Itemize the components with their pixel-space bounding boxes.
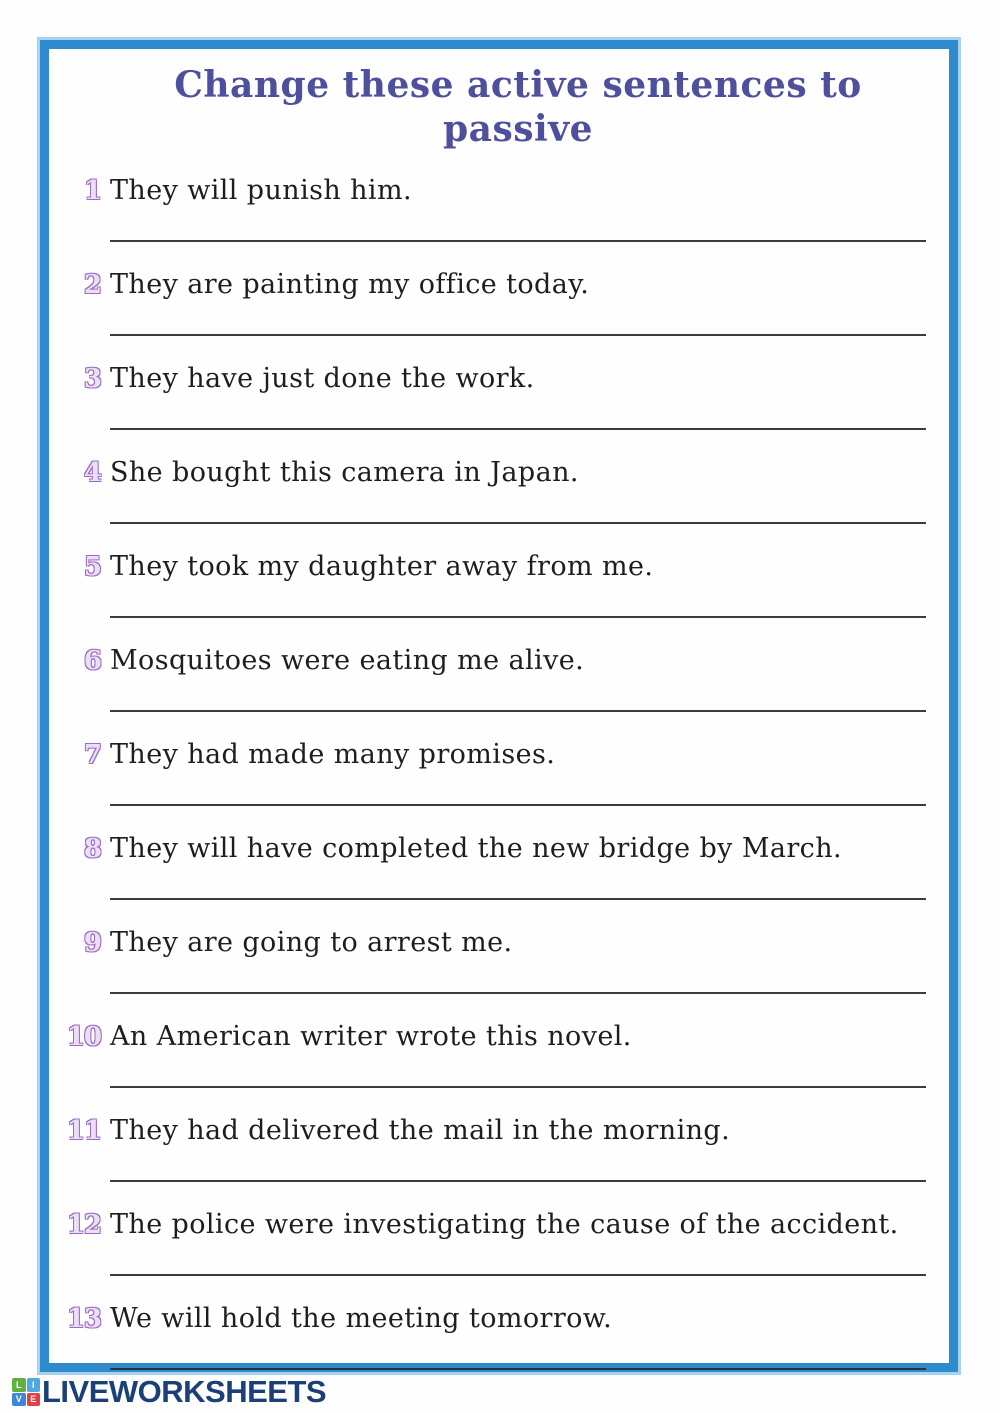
active-sentence: They had delivered the mail in the morning. <box>110 1115 731 1146</box>
exercise-item <box>83 738 926 806</box>
answer-input-line[interactable] <box>110 804 926 806</box>
exercise-list <box>66 174 926 1370</box>
worksheet-frame <box>40 40 958 1372</box>
exercise-item <box>83 268 926 336</box>
active-sentence: Mosquitoes were eating me alive. <box>110 645 585 676</box>
logo-square-e: E <box>27 1393 41 1407</box>
item-number: 8 <box>83 834 101 864</box>
liveworksheets-grid-icon <box>12 1378 40 1406</box>
exercise-item <box>66 1020 926 1088</box>
exercise-item <box>66 1302 926 1370</box>
answer-input-line[interactable] <box>110 1086 926 1088</box>
liveworksheets-logo[interactable] <box>12 1374 326 1410</box>
exercise-item <box>83 926 926 994</box>
worksheet-title: Change these active sentences to passive <box>174 64 862 150</box>
active-sentence: We will hold the meeting tomorrow. <box>110 1303 613 1334</box>
item-number: 3 <box>83 364 101 394</box>
item-number: 12 <box>66 1210 101 1240</box>
item-number: 1 <box>83 176 101 206</box>
item-number: 11 <box>66 1116 101 1146</box>
active-sentence: The police were investigating the cause of the accident. <box>110 1209 899 1240</box>
active-sentence: She bought this camera in Japan. <box>110 457 579 488</box>
active-sentence: They will punish him. <box>110 175 412 206</box>
answer-input-line[interactable] <box>110 616 926 618</box>
active-sentence: They have just done the work. <box>110 363 535 394</box>
answer-input-line[interactable] <box>110 428 926 430</box>
exercise-item <box>83 644 926 712</box>
item-number: 4 <box>83 458 101 488</box>
exercise-item <box>83 456 926 524</box>
item-number: 13 <box>66 1304 101 1334</box>
item-number: 2 <box>83 270 101 300</box>
answer-input-line[interactable] <box>110 522 926 524</box>
item-number: 6 <box>83 646 101 676</box>
logo-square-i: I <box>27 1378 41 1392</box>
answer-input-line[interactable] <box>110 992 926 994</box>
answer-input-line[interactable] <box>110 1274 926 1276</box>
active-sentence: An American writer wrote this novel. <box>110 1021 632 1052</box>
exercise-item <box>83 832 926 900</box>
worksheet-content <box>49 49 949 1363</box>
answer-input-line[interactable] <box>110 710 926 712</box>
active-sentence: They will have completed the new bridge by March. <box>110 833 842 864</box>
exercise-item <box>83 174 926 242</box>
item-number: 7 <box>83 740 101 770</box>
answer-input-line[interactable] <box>110 1368 926 1370</box>
answer-input-line[interactable] <box>110 1180 926 1182</box>
active-sentence: They had made many promises. <box>110 739 556 770</box>
active-sentence: They are painting my office today. <box>110 269 590 300</box>
exercise-item <box>66 1208 926 1276</box>
active-sentence: They took my daughter away from me. <box>110 551 654 582</box>
item-number: 10 <box>66 1022 101 1052</box>
answer-input-line[interactable] <box>110 898 926 900</box>
exercise-item <box>66 1114 926 1182</box>
exercise-item <box>83 550 926 618</box>
logo-square-l: L <box>12 1378 26 1392</box>
answer-input-line[interactable] <box>110 334 926 336</box>
liveworksheets-logo-text: LIVEWORKSHEETS <box>42 1374 327 1409</box>
active-sentence: They are going to arrest me. <box>110 927 513 958</box>
item-number: 9 <box>83 928 101 958</box>
item-number: 5 <box>83 552 101 582</box>
answer-input-line[interactable] <box>110 240 926 242</box>
logo-square-v: V <box>12 1393 26 1407</box>
exercise-item <box>83 362 926 430</box>
